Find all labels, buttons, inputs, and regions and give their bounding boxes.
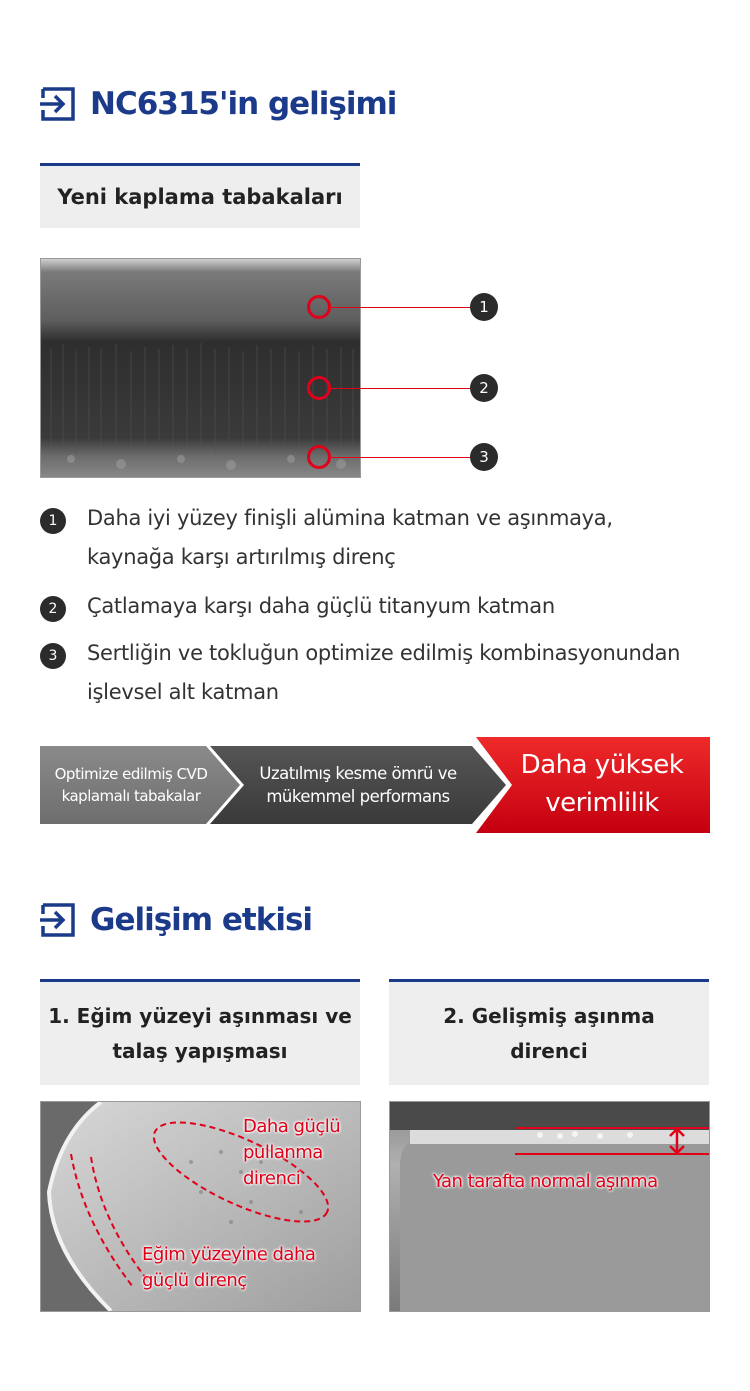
flow-line: kaplamalı tabakalar [61, 787, 201, 805]
flank-wear-label [433, 1169, 658, 1195]
card-2-header [389, 979, 709, 1085]
card-header-line: 1. Eğim yüzeyi aşınması ve [48, 1003, 352, 1028]
leader-line-3 [331, 457, 471, 458]
flow-line: Optimize edilmiş CVD [54, 765, 208, 783]
leader-line-1 [331, 307, 471, 308]
annotation-line: pullanma [243, 1142, 323, 1163]
annotation-line: güçlü direnç [142, 1270, 247, 1291]
flow-line: Uzatılmış kesme ömrü ve [259, 764, 457, 783]
layer-marker-2 [307, 376, 331, 400]
item-line: Çatlamaya karşı daha güçlü titanyum katman [87, 594, 555, 618]
flaking-resistance-label [243, 1114, 340, 1192]
item-text [87, 499, 613, 577]
flow-line: mükemmel performans [266, 787, 450, 806]
coating-layers-subtitle [40, 163, 360, 228]
item-number: 1 [40, 508, 66, 534]
item-number: 2 [40, 596, 66, 622]
flow-line: verimlilik [545, 788, 659, 818]
rake-face-resistance-label [142, 1242, 315, 1294]
list-item [40, 593, 555, 626]
section-title-text: Gelişim etkisi [90, 902, 313, 938]
item-number: 3 [40, 643, 66, 669]
flow-step-1 [44, 756, 218, 814]
annotation-line: direnci [243, 1168, 301, 1189]
flank-wear-graphic [390, 1102, 709, 1311]
list-item [40, 505, 613, 577]
item-line: işlevsel alt katman [87, 680, 279, 704]
item-line: Sertliğin ve tokluğun optimize edilmiş kombinasyonundan [87, 641, 681, 665]
card-header-line: talaş yapışması [112, 1038, 288, 1063]
item-line: Daha iyi yüzey finişli alümina katman ve aşınmaya, [87, 506, 613, 530]
flank-wear-image [389, 1101, 710, 1312]
section-title-text: NC6315'in gelişimi [90, 86, 397, 122]
arrow-in-box-icon [40, 86, 76, 122]
layer-number-3: 3 [470, 443, 498, 471]
layer-number-2: 2 [470, 374, 498, 402]
item-line: kaynağa karşı artırılmış direnç [87, 545, 396, 569]
flow-step-2 [238, 756, 478, 814]
layer-marker-1 [307, 295, 331, 319]
layer-number-1: 1 [470, 293, 498, 321]
flow-line: Daha yüksek [520, 750, 684, 780]
section-title-development [40, 86, 396, 122]
annotation-line: Daha güçlü [243, 1116, 341, 1137]
item-text [87, 634, 680, 712]
section-title-effect [40, 902, 312, 938]
coating-cross-section-graphic [41, 259, 360, 477]
arrow-in-box-icon [40, 902, 76, 938]
leader-line-2 [331, 388, 471, 389]
card-1-header [40, 979, 360, 1085]
card-header-line: 2. Gelişmiş aşınma [443, 1003, 655, 1028]
annotation-line: Yan tarafta normal aşınma [433, 1171, 658, 1192]
list-item [40, 640, 680, 712]
layer-marker-3 [307, 445, 331, 469]
annotation-line: Eğim yüzeyine daha [142, 1244, 316, 1265]
subtitle-text: Yeni kaplama tabakaları [57, 185, 343, 209]
card-header-line: direnci [510, 1038, 588, 1063]
flow-step-3 [502, 744, 702, 824]
coating-cross-section-image [40, 258, 361, 478]
item-text [87, 587, 555, 626]
